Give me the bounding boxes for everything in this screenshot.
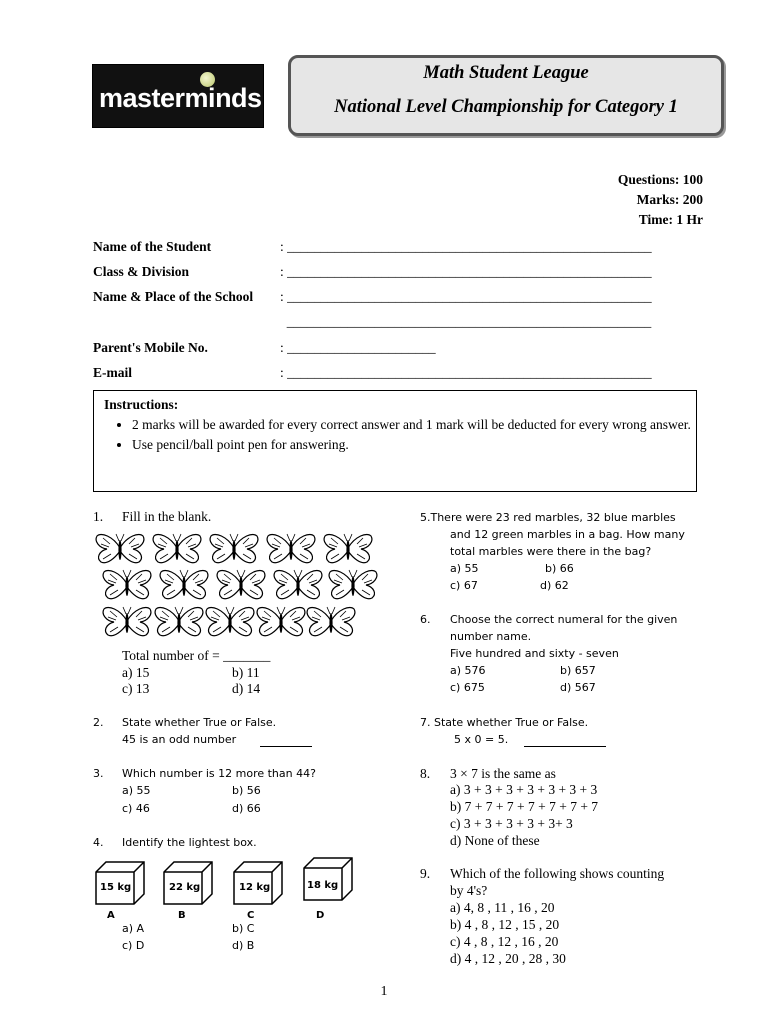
questions-count: Questions: 100: [617, 172, 703, 187]
butterflies-figure: [92, 530, 382, 642]
school-label: Name & Place of the School: [93, 289, 254, 304]
butterfly-icon: [103, 570, 151, 599]
box-b-letter: B: [178, 910, 186, 920]
title-line-2: National Level Championship for Category 1: [334, 97, 678, 117]
masterminds-logo: [92, 64, 264, 128]
butterfly-row-3: [103, 607, 355, 636]
butterfly-icon: [324, 534, 372, 563]
q3-option-c[interactable]: c) 46: [122, 802, 150, 815]
q9-option-c[interactable]: c) 4 , 8 , 12 , 16 , 20: [450, 934, 559, 949]
q6-line-3: Five hundred and sixty - seven: [450, 647, 619, 660]
box-c: [234, 862, 282, 920]
mobile-field[interactable]: : ______________________: [280, 340, 436, 355]
q1-option-c[interactable]: c) 13: [122, 681, 150, 696]
box-d-letter: D: [316, 910, 325, 920]
butterfly-icon: [329, 570, 377, 599]
butterfly-icon: [257, 607, 305, 636]
boxes-figure: [92, 856, 362, 920]
marks-total: Marks: 200: [636, 192, 703, 207]
mobile-label: Parent's Mobile No.: [93, 340, 208, 355]
q6-line-2: number name.: [450, 630, 532, 643]
box-d-weight: 18 kg: [307, 880, 339, 891]
instruction-item: • Use pencil/ball point pen for answering.: [132, 435, 702, 454]
q6-option-c[interactable]: c) 675: [450, 681, 485, 694]
butterfly-row-2: [103, 570, 377, 599]
butterfly-icon: [153, 534, 201, 563]
q4-option-c[interactable]: c) D: [122, 939, 145, 952]
butterfly-icon: [267, 534, 315, 563]
q6-option-a[interactable]: a) 576: [450, 664, 486, 677]
box-c-weight: 12 kg: [239, 882, 271, 893]
butterfly-icon: [274, 570, 322, 599]
q5-line-3: total marbles were there in the bag?: [450, 545, 652, 558]
q4-text: Identify the lightest box.: [122, 836, 257, 849]
q3-option-a[interactable]: a) 55: [122, 784, 151, 797]
q1-option-a[interactable]: a) 15: [122, 665, 150, 680]
q7-text: 7. State whether True or False.: [420, 716, 589, 729]
q1-text: Fill in the blank.: [122, 509, 212, 524]
q6-number: 6.: [420, 613, 431, 626]
q4-option-b[interactable]: b) C: [232, 922, 255, 935]
q6-option-d[interactable]: d) 567: [560, 681, 596, 694]
q6-line-1: Choose the correct numeral for the given: [450, 613, 678, 626]
q1-total: Total number of = _______: [122, 648, 271, 663]
q2-answer-blank[interactable]: [260, 734, 312, 747]
q8-option-c[interactable]: c) 3 + 3 + 3 + 3 + 3+ 3: [450, 816, 573, 831]
logo-text: masterminds: [99, 83, 262, 113]
instructions-box: [93, 390, 697, 492]
q1-option-d[interactable]: d) 14: [232, 681, 261, 696]
email-label: E-mail: [93, 365, 132, 380]
q5-option-c[interactable]: c) 67: [450, 579, 478, 592]
box-a-letter: A: [107, 910, 115, 920]
butterfly-icon: [155, 607, 203, 636]
box-a: [96, 862, 144, 920]
q1-number: 1.: [93, 509, 104, 524]
q4-option-a[interactable]: a) A: [122, 922, 145, 935]
q5-line-1: 5.There were 23 red marbles, 32 blue marbles: [420, 511, 676, 524]
email-field[interactable]: : ______________________________________________________: [280, 365, 652, 380]
q9-line-2: by 4's?: [450, 883, 488, 898]
q7-answer-blank[interactable]: [524, 734, 606, 747]
instruction-item: • 2 marks will be awarded for every correct answer and 1 mark will be deducted for every wrong answer.: [132, 415, 702, 434]
q8-option-d[interactable]: d) None of these: [450, 833, 540, 848]
title-box: [288, 55, 724, 136]
q9-number: 9.: [420, 866, 431, 881]
page-number: 1: [380, 984, 388, 999]
q9-option-d[interactable]: d) 4 , 12 , 20 , 28 , 30: [450, 951, 566, 966]
q8-option-b[interactable]: b) 7 + 7 + 7 + 7 + 7 + 7 + 7: [450, 799, 599, 814]
box-b: [164, 862, 212, 920]
time-limit: Time: 1 Hr: [638, 212, 703, 227]
q8-number: 8.: [420, 766, 431, 781]
class-division-label: Class & Division: [93, 264, 190, 279]
student-name-label: Name of the Student: [93, 239, 212, 254]
butterfly-icon: [103, 607, 151, 636]
q3-option-d[interactable]: d) 66: [232, 802, 261, 815]
box-c-letter: C: [247, 910, 255, 920]
q8-option-a[interactable]: a) 3 + 3 + 3 + 3 + 3 + 3 + 3: [450, 782, 598, 797]
butterfly-icon: [210, 534, 258, 563]
q4-number: 4.: [93, 836, 104, 849]
q4-option-d[interactable]: d) B: [232, 939, 255, 952]
q9-line-1: Which of the following shows counting: [450, 866, 665, 881]
q9-option-b[interactable]: b) 4 , 8 , 12 , 15 , 20: [450, 917, 560, 932]
q9-option-a[interactable]: a) 4, 8 , 11 , 16 , 20: [450, 900, 555, 915]
title-line-1: Math Student League: [423, 63, 589, 83]
q3-option-b[interactable]: b) 56: [232, 784, 261, 797]
butterfly-row-1: [96, 534, 372, 563]
butterfly-icon: [160, 570, 208, 599]
q6-option-b[interactable]: b) 657: [560, 664, 596, 677]
q2-number: 2.: [93, 716, 104, 729]
q5-option-b[interactable]: b) 66: [545, 562, 574, 575]
butterfly-icon: [217, 570, 265, 599]
q8-text: 3 × 7 is the same as: [450, 766, 556, 781]
school-field[interactable]: : ______________________________________________________: [280, 289, 652, 304]
class-division-field[interactable]: : ______________________________________________________: [280, 264, 652, 279]
student-name-field[interactable]: : ______________________________________________________: [280, 239, 652, 254]
q5-line-2: and 12 green marbles in a bag. How many: [450, 528, 685, 541]
q5-option-a[interactable]: a) 55: [450, 562, 479, 575]
box-d: [304, 858, 352, 920]
butterfly-icon: [307, 607, 355, 636]
butterfly-icon: [96, 534, 144, 563]
butterfly-icon: [206, 607, 254, 636]
q1-option-b[interactable]: b) 11: [232, 665, 260, 680]
box-b-weight: 22 kg: [169, 882, 201, 893]
q7-statement: 5 x 0 = 5.: [454, 733, 509, 746]
school-field-continued[interactable]: ______________________________________________________: [280, 314, 652, 329]
q2-text: State whether True or False.: [122, 716, 277, 729]
q3-text: Which number is 12 more than 44?: [122, 767, 316, 780]
q3-number: 3.: [93, 767, 104, 780]
box-a-weight: 15 kg: [100, 882, 132, 893]
instructions-title: Instructions:: [104, 397, 179, 412]
q2-statement: 45 is an odd number: [122, 733, 237, 746]
q5-option-d[interactable]: d) 62: [540, 579, 569, 592]
instructions-list: [114, 415, 702, 455]
